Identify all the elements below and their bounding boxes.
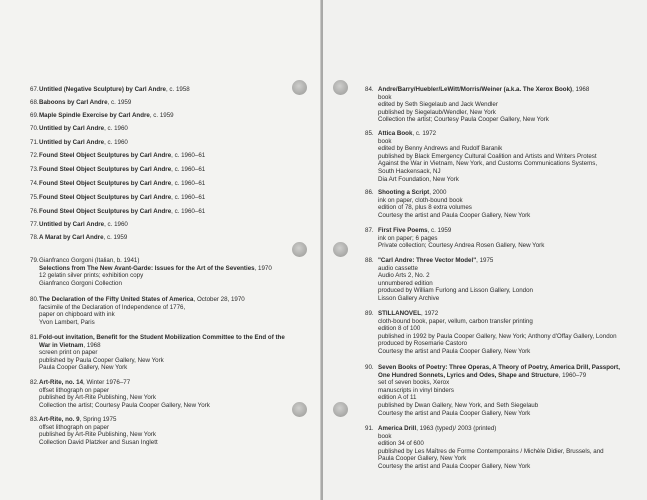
- entry-medium: offset lithograph on paper: [39, 386, 110, 394]
- entry-producer: produced by Rosemarie Castoro: [378, 340, 468, 348]
- entry-number: 91.: [365, 425, 374, 432]
- entry-medium: cloth-bound book, paper, vellum, carbon transfer printing: [378, 317, 533, 325]
- entry-credit: Lisson Gallery Archive: [378, 294, 440, 302]
- entry-date: , c. 1960: [104, 221, 128, 228]
- entry-medium: set of seven books, Xerox: [378, 379, 450, 387]
- binder-hole: [333, 402, 348, 417]
- entry-number: 85.: [365, 130, 374, 137]
- entry-credit: Yvon Lambert, Paris: [39, 318, 95, 326]
- entry-number: 90.: [365, 364, 374, 371]
- entry-title: Art-Rite, no. 9: [39, 416, 80, 423]
- entry-edition: edition 8 of 100: [378, 325, 421, 333]
- entry-credit: Courtesy the artist and Paula Cooper Gallery, New York: [378, 211, 531, 219]
- entry-publisher: published by Art-Rite Publishing, New York: [39, 394, 156, 402]
- entry-number: 83.: [30, 416, 39, 423]
- entry-publisher: published by Art-Rite Publishing, New York: [39, 431, 156, 439]
- entry-credit: Courtesy the artist and Paula Cooper Gallery, New York: [378, 462, 531, 470]
- entry-number: 73.: [30, 166, 39, 173]
- entry-number: 70.: [30, 125, 39, 132]
- entry-credit: Gianfranco Gorgoni Collection: [39, 279, 122, 287]
- entry-credit: Courtesy the artist and Paula Cooper Gallery, New York: [378, 409, 531, 417]
- entry-edition: unnumbered edition: [378, 279, 433, 287]
- entry-title: A Marat by Carl Andre: [39, 234, 104, 241]
- entry-medium: offset lithograph on paper: [39, 423, 110, 431]
- entry-publisher: published by Paula Cooper Gallery, New York: [39, 356, 164, 364]
- entry-title: Art-Rite, no. 14: [39, 379, 84, 386]
- entry-date: , c. 1960–61: [171, 208, 206, 215]
- entry-credit: Paula Cooper Gallery, New York: [39, 364, 128, 372]
- entry-publisher: South Hackensack, NJ: [378, 167, 441, 175]
- entry-medium: screen print on paper: [39, 349, 98, 357]
- entry-title: Found Steel Object Sculptures by Carl Andre: [39, 166, 172, 173]
- entry-edition: edition 34 of 600: [378, 440, 424, 448]
- entry-number: 67.: [30, 86, 39, 93]
- entry-credit: Collection David Platzker and Susan Inglett: [39, 438, 158, 446]
- entry-number: 78.: [30, 234, 39, 241]
- binder-hole: [333, 242, 348, 257]
- entry-edition: edition of 78, plus 8 extra volumes: [378, 204, 472, 212]
- entry-title: Maple Spindle Exercise by Carl Andre: [39, 112, 150, 119]
- entry-number: 71.: [30, 139, 39, 146]
- entry-date: , c. 1960–61: [171, 166, 206, 173]
- entry-credit: Dia Art Foundation, New York: [378, 175, 459, 183]
- entry-medium: ink on paper, cloth-bound book: [378, 196, 463, 204]
- entry-editor: edited by Benny Andrews and Rudolf Baranik: [378, 145, 503, 153]
- entry-date: , c. 1960–61: [171, 152, 206, 159]
- binder-hole: [292, 242, 307, 257]
- entry-medium: audio cassette: [378, 264, 418, 272]
- entry-date: , 1972: [420, 310, 439, 317]
- entry-number: 79.: [30, 257, 39, 264]
- entry-credit: Courtesy the artist and Paula Cooper Gallery, New York: [378, 347, 531, 355]
- entry-editor: edited by Seth Siegelaub and Jack Wendler: [378, 101, 498, 109]
- entry-title: Found Steel Object Sculptures by Carl Andre: [39, 208, 172, 215]
- entry-date: , Winter 1976–77: [83, 379, 131, 386]
- entry-publisher: published by Black Emergency Cultural Coalition and Artists and Writers Protest: [378, 152, 597, 160]
- entry-date: , c. 1972: [412, 130, 437, 137]
- entry-publisher: published by Dwan Gallery, New York, and Seth Siegelaub: [378, 401, 539, 409]
- entry-number: 77.: [30, 221, 39, 228]
- entry-number: 68.: [30, 99, 39, 106]
- entry-date: , c. 1959: [149, 112, 174, 119]
- entry-edition: edition A of 11: [378, 394, 417, 402]
- entry-title: "Carl Andre: Three Vector Model": [378, 257, 477, 264]
- entry-title: Baboons by Carl Andre: [39, 99, 108, 106]
- entry-medium: book: [378, 432, 392, 440]
- entry-title: One Hundred Sonnets, Lyrics and Odes, Shape and Structure: [378, 371, 559, 379]
- entry-title: Attica Book: [378, 130, 413, 137]
- entry-title: Fold-out invitation, Benefit for the Student Mobilization Committee to the End of the: [39, 334, 285, 341]
- binder-hole: [333, 80, 348, 95]
- entry-title: Found Steel Object Sculptures by Carl Andre: [39, 194, 172, 201]
- entry-title: Selections from The New Avant-Garde: Issues for the Art of the Seventies: [39, 264, 255, 272]
- entry-series: Audio Arts 2, No. 2: [378, 272, 430, 280]
- entry-credit: Collection the artist; Courtesy Paula Cooper Gallery, New York: [378, 116, 549, 124]
- entry-title: Untitled by Carl Andre: [39, 139, 105, 146]
- entry-date: , c. 1960–61: [171, 180, 206, 187]
- entry-medium: 12 gelatin silver prints; exhibition copy: [39, 272, 144, 280]
- entry-date: , c. 1960: [104, 139, 128, 146]
- entry-title: The Declaration of the Fifty United States of America: [39, 296, 194, 303]
- entry-date: , 1970: [254, 264, 272, 272]
- entry-number: 72.: [30, 152, 39, 159]
- entry-date: , October 28, 1970: [193, 296, 245, 303]
- entry-date: , 1968: [83, 341, 101, 349]
- entry-date: , Spring 1975: [79, 416, 117, 423]
- entry-title: Seven Books of Poetry: Three Operas, A Theory of Poetry, America Drill, Passport,: [378, 364, 620, 371]
- entry-title: Found Steel Object Sculptures by Carl Andre: [39, 180, 172, 187]
- entry-publisher: published by Les Maîtres de Forme Contemporains / Michèle Didier, Brussels, and: [378, 447, 604, 455]
- entry-date: , c. 1958: [165, 86, 190, 93]
- entry-medium: paper on chipboard with ink: [39, 311, 115, 319]
- entry-credit: Private collection; Courtesy Andrea Rosen Gallery, New York: [378, 242, 545, 250]
- entry-title: Andre/Barry/Huebler/LeWitt/Morris/Weiner (a.k.a. The Xerox Book): [378, 86, 573, 93]
- entry-number: 76.: [30, 208, 39, 215]
- entry-title: Untitled (Negative Sculpture) by Carl Andre: [39, 86, 166, 93]
- entry-date: , c. 1960–61: [171, 194, 206, 201]
- entry-medium: book: [378, 137, 392, 145]
- entry-number: 75.: [30, 194, 39, 201]
- entry-number: 82.: [30, 379, 39, 386]
- entry-medium: ink on paper; 6 pages: [378, 234, 438, 242]
- entry-medium: manuscripts in vinyl binders: [378, 386, 454, 394]
- entry-date: , 1963 (typed)/ 2003 (printed): [416, 425, 497, 432]
- entry-publisher: published in 1992 by Paula Cooper Gallery, New York; Anthony d'Offay Gallery, London: [378, 332, 617, 340]
- entry-medium: facsimile of the Declaration of Independence of 1776,: [39, 303, 186, 311]
- entry-publisher: published by Siegelaub/Wendler, New York: [378, 108, 496, 116]
- entry-publisher: produced by William Furlong and Lisson Gallery, London: [378, 287, 533, 295]
- entry-title: Shooting a Script: [378, 189, 430, 196]
- entry-date: , c. 1959: [107, 99, 132, 106]
- entry-number: 74.: [30, 180, 39, 187]
- entry-number: 80.: [30, 296, 39, 303]
- entry-date: , c. 1960: [104, 125, 128, 132]
- entry-title: First Five Poems: [378, 227, 428, 234]
- entry-publisher: Paula Cooper Gallery, New York: [378, 455, 467, 463]
- entry-title: America Drill: [378, 425, 417, 432]
- entry-date: , c. 1959: [427, 227, 452, 234]
- entry-number: 89.: [365, 310, 374, 317]
- entry-number: 69.: [30, 112, 39, 119]
- entry-number: 84.: [365, 86, 374, 93]
- entry-title: War in Vietnam: [39, 341, 84, 349]
- entry-number: 87.: [365, 227, 374, 234]
- entry-credit: Collection the artist; Courtesy Paula Cooper Gallery, New York: [39, 401, 210, 409]
- entry-title: Untitled by Carl Andre: [39, 125, 105, 132]
- entry-date: , 1960–79: [558, 371, 587, 379]
- entry-number: 86.: [365, 189, 374, 196]
- entry-publisher: Against the War in Vietnam, New York, and Customs Communications Systems,: [378, 160, 598, 168]
- entry-date: , c. 1959: [103, 234, 128, 241]
- entry-title: Untitled by Carl Andre: [39, 221, 105, 228]
- entry-title: Found Steel Object Sculptures by Carl Andre: [39, 152, 172, 159]
- entry-date: , 1968: [572, 86, 590, 93]
- entry-number: 81.: [30, 334, 39, 341]
- entry-artist: Gianfranco Gorgoni (Italian, b. 1941): [39, 257, 140, 264]
- entry-number: 88.: [365, 257, 374, 264]
- left-page: [0, 0, 322, 500]
- entry-date: , 1975: [476, 257, 494, 264]
- right-page: [323, 0, 647, 500]
- entry-title: STILLANOVEL: [378, 310, 421, 317]
- entry-date: , 2000: [429, 189, 447, 196]
- entry-medium: book: [378, 93, 392, 101]
